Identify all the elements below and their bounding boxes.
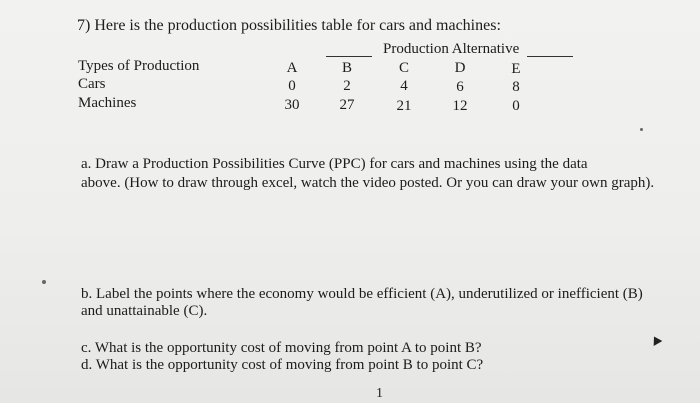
speck-mark [42, 280, 46, 284]
table-cell: 0 [512, 98, 520, 114]
header-rule-left [326, 56, 372, 57]
question-title: 7) Here is the production possibilities table for cars and machines: [77, 17, 501, 34]
part-b-line-2: and unattainable (C). [81, 303, 208, 319]
row-label-cars: Cars [78, 76, 106, 92]
table-cell: 4 [400, 78, 408, 94]
table-cell: 0 [288, 78, 296, 94]
part-a-line-2: above. (How to draw through excel, watch the video posted. Or you can draw your own graph). [81, 175, 655, 191]
column-header-b: B [341, 60, 352, 76]
speck-mark [640, 128, 643, 131]
table-cell: 21 [396, 98, 412, 114]
header-rule-right [527, 56, 573, 57]
table-cell: 2 [343, 78, 351, 94]
column-header-c: C [398, 60, 409, 76]
row-label-machines: Machines [78, 95, 137, 111]
table-cell: 8 [512, 79, 520, 95]
table-cell: 27 [339, 97, 355, 113]
page-number: 1 [376, 386, 383, 401]
table-cell: 6 [456, 79, 464, 95]
part-a-line-1: a. Draw a Production Possibilities Curve (PPC) for cars and machines using the data [81, 156, 588, 172]
table-row-header: Types of Production [78, 58, 200, 74]
column-header-e: E [511, 61, 521, 77]
column-header-a: A [286, 60, 298, 76]
part-d-text: d. What is the opportunity cost of moving from point B to point C? [81, 357, 484, 373]
mouse-cursor-icon [650, 334, 663, 346]
part-b-line-1: b. Label the points where the economy would be efficient (A), underutilized or inefficient (B) [81, 286, 643, 302]
part-c-text: c. What is the opportunity cost of moving from point A to point B? [81, 340, 482, 356]
table-group-header: Production Alternative [383, 41, 520, 57]
table-cell: 12 [452, 98, 468, 114]
table-cell: 30 [284, 97, 300, 113]
column-header-d: D [454, 60, 466, 76]
